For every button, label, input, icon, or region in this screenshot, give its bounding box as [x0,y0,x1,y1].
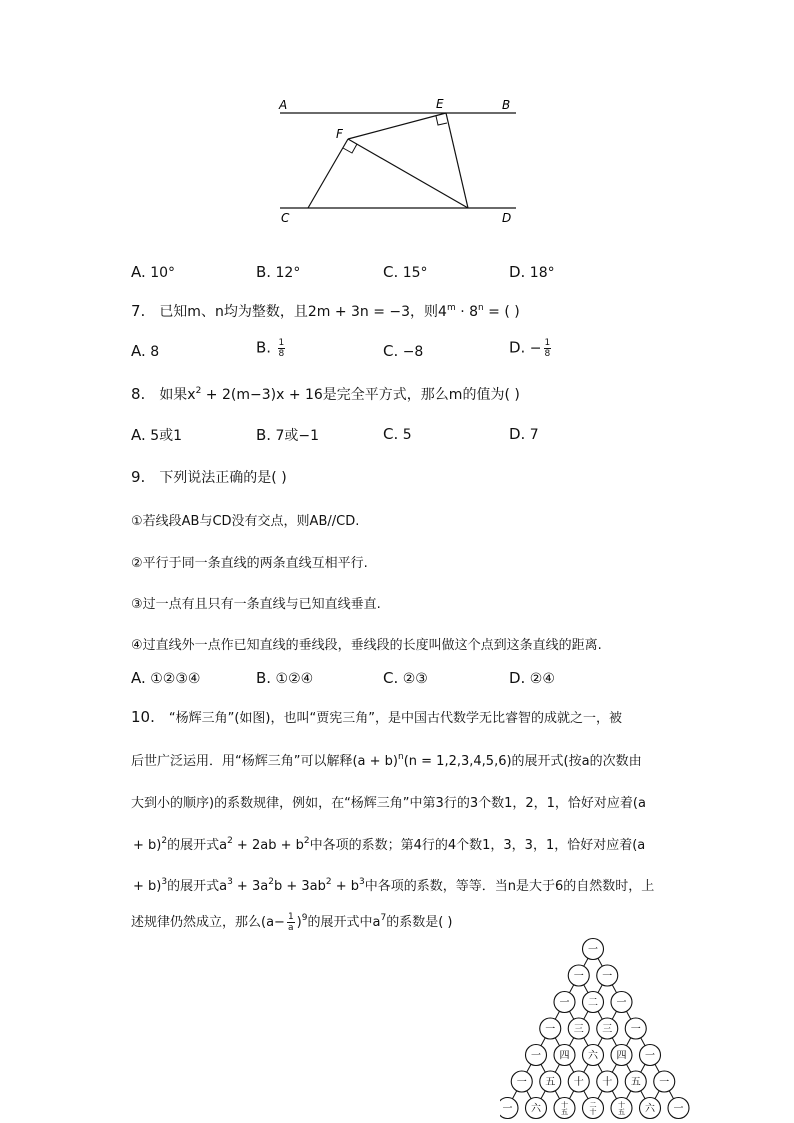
q9-statement-3: ③过一点有且只有一条直线与已知直线垂直. [131,597,381,612]
q10-line-3: 大到小的顺序)的系数规律，例如，在“杨辉三角”中第3行的3个数1，2，1，恰好对应着(a [131,796,646,811]
triangle-node-label: 四 [616,1050,627,1062]
triangle-node-label: 十 [573,1077,584,1088]
triangle-node-label: 五 [630,1077,641,1088]
q10-line-4: + b)$^2$的展开式$a^2 + 2ab + b^2$中各项的系数；第4行的4个数1，3，3，1，恰好对应着(a [133,836,646,853]
label-d: D [502,211,512,225]
q8-option-d[interactable]: D. 7 [509,425,539,443]
q10-line-1: 10. “杨辉三角”(如图)，也叫“贾宪三角”，是中国古代数学无比睿智的成就之一，被 [131,708,622,726]
fraction: $\frac{1}{8}$ [278,338,285,359]
triangle-node-label: 十 [602,1077,613,1088]
q10-line-6: 述规律仍然成立，那么(a− $\frac{1}{a}$ )$^9$的展开式中$a^7$的系数是( ) [131,912,453,933]
triangle-node-label: 一 [516,1077,527,1088]
q7-option-d[interactable]: D. − $\frac{1}{8}$ [509,338,551,359]
q7-option-b[interactable]: B. $\frac{1}{8}$ [256,338,285,359]
segment-e-d-point [446,113,468,208]
geometry-figure [270,92,530,232]
triangle-node-label: 一 [645,1050,655,1062]
q6-option-c[interactable]: C. 15° [383,263,428,281]
right-angle-mark-f [343,144,357,153]
triangle-node-label: 一 [559,997,570,1009]
q9-option-b[interactable]: B. ①②④ [256,669,314,687]
label-c: C [281,211,290,225]
triangle-node-label: 六 [531,1103,541,1115]
triangle-node-label: 四 [559,1050,570,1062]
q9-statement-4: ④过直线外一点作已知直线的垂线段，垂线段的长度叫做这个点到这条直线的距离. [131,638,602,653]
triangle-node-label: 六 [588,1050,598,1062]
triangle-node-label: 一 [545,1024,556,1035]
label-f: F [336,127,343,141]
q6-option-a[interactable]: A. 10° [131,263,176,281]
q10-line-2: 后世广泛运用．用“杨辉三角”可以解释$(a + b)^n(n = 1,2,3,4,5,6)$的展开式(按a的次数由 [131,752,642,769]
segment-f-d-point [348,139,468,208]
triangle-node-label: 一 [588,944,598,956]
q8-option-b[interactable]: B. 7或−1 [256,426,320,444]
triangle-node-label: 一 [616,997,627,1009]
triangle-node-label: 三 [573,1024,584,1035]
q8-option-a[interactable]: A. 5或1 [131,426,183,444]
q9-option-c[interactable]: C. ②③ [383,669,428,687]
q7-option-a[interactable]: A. 8 [131,342,160,360]
triangle-node-label: 一 [502,1103,513,1115]
q9-stem: 9. 下列说法正确的是( ) [131,468,287,486]
q9-option-d[interactable]: D. ②④ [509,669,555,687]
q6-option-b[interactable]: B. 12° [256,263,301,281]
triangle-node-label: 二十 [589,1101,597,1116]
triangle-node-label: 一 [602,971,613,982]
triangle-node-label: 一 [659,1077,670,1088]
q9-statement-2: ②平行于同一条直线的两条直线互相平行. [131,556,368,571]
q7-stem: 7. 已知m、n均为整数，且2m + 3n = −3，则$4^m \cdot 8^n$ = ( ) [131,302,520,320]
fraction: $\frac{1}{8}$ [544,338,551,359]
triangle-node-label: 三 [602,1024,613,1035]
triangle-node-label: 二 [588,997,598,1009]
segment-fe [348,113,446,139]
label-b: B [502,98,511,112]
segment-f-c-point [308,139,348,208]
triangle-node-label: 六 [645,1103,655,1115]
label-e: E [436,97,444,111]
right-angle-mark-e [436,116,447,125]
triangle-node-label: 一 [630,1024,641,1035]
q8-stem: 8. 如果$x^2 + 2(m-3)x + 16$是完全平方式，那么m的值为( ) [131,385,520,403]
q9-statement-1: ①若线段AB与CD没有交点，则AB//CD. [131,514,360,529]
q10-line-5: + b)$^3$的展开式$a^3 + 3a^2b + 3ab^2 + b^3$中各项的系数，等等．当n是大于6的自然数时，上 [133,877,655,894]
q6-option-d[interactable]: D. 18° [509,263,555,281]
triangle-node-label: 十五 [561,1101,568,1116]
fraction: $\frac{1}{a}$ [287,912,294,933]
triangle-node-label: 一 [673,1103,684,1115]
triangle-node-label: 一 [531,1050,541,1062]
triangle-node-label: 十五 [618,1101,625,1116]
triangle-node-label: 一 [573,971,584,982]
q8-option-c[interactable]: C. 5 [383,425,412,443]
q9-option-a[interactable]: A. ①②③④ [131,669,201,687]
q7-option-c[interactable]: C. −8 [383,342,424,360]
triangle-node-label: 五 [545,1077,556,1088]
yanghui-triangle-figure [500,935,696,1121]
label-a: A [279,98,288,112]
